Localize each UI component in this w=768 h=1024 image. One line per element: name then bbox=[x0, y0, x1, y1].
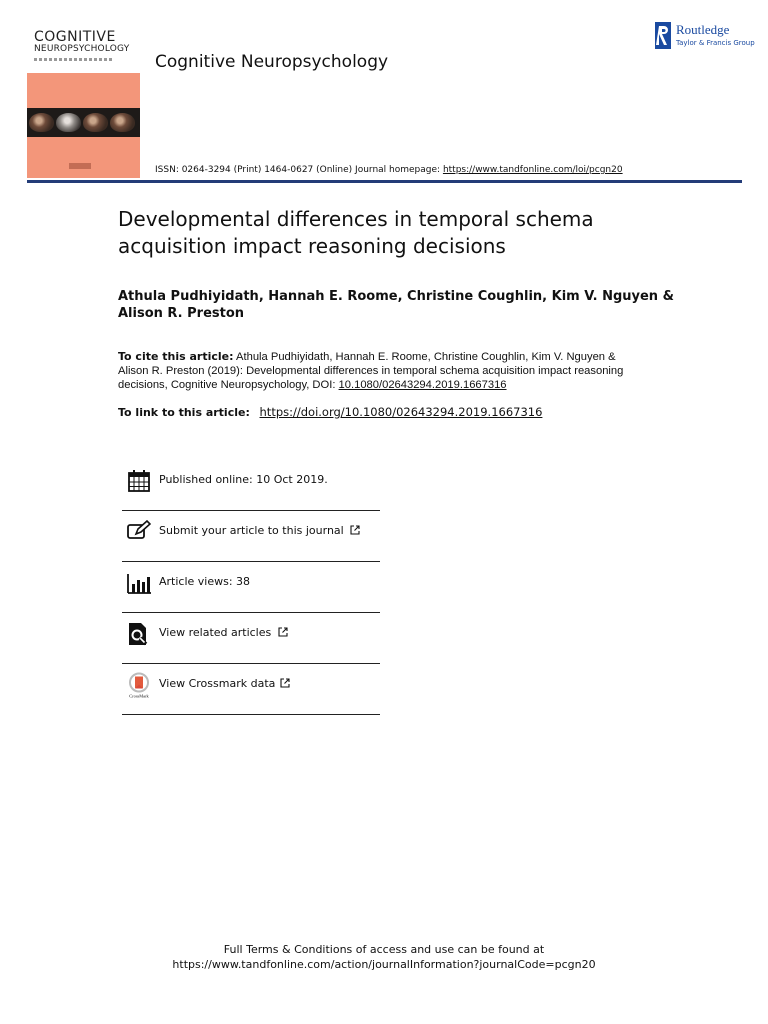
brain-image bbox=[56, 113, 81, 132]
journal-homepage-link[interactable]: https://www.tandfonline.com/loi/pcgn20 bbox=[442, 165, 623, 175]
footer-terms-link[interactable]: https://www.tandfonline.com/action/journalInformation?journalCode=pcgn20 bbox=[172, 958, 596, 971]
header-rule bbox=[27, 180, 742, 183]
article-authors: Athula Pudhiyidath, Hannah E. Roome, Christine Coughlin, Kim V. Nguyen & Alison R. Preston bbox=[118, 289, 674, 321]
article-url-link[interactable]: https://doi.org/10.1080/02643294.2019.1667316 bbox=[259, 405, 543, 419]
cover-title: COGNITIVE bbox=[34, 29, 116, 45]
cover-subtitle: NEUROPSYCHOLOGY bbox=[34, 44, 130, 54]
submit-article-text: Submit your article to this journal bbox=[159, 524, 344, 537]
published-date-text: Published online: 10 Oct 2019. bbox=[159, 473, 328, 486]
crossmark-label bbox=[159, 677, 290, 690]
calendar-icon bbox=[127, 469, 151, 493]
citation-block bbox=[118, 350, 648, 392]
external-link-icon bbox=[278, 627, 288, 637]
issn-line bbox=[155, 165, 623, 175]
routledge-logo-icon bbox=[655, 22, 671, 49]
info-item-related[interactable] bbox=[122, 613, 380, 664]
search-document-icon bbox=[127, 622, 151, 646]
publisher-tagline: Taylor & Francis Group bbox=[676, 39, 755, 47]
footer-line-1: Full Terms & Conditions of access and use can be found at bbox=[223, 943, 545, 956]
article-title: Developmental differences in temporal schema acquisition impact reasoning decisions bbox=[118, 207, 594, 258]
article-info-list bbox=[122, 460, 380, 715]
info-item-crossmark[interactable] bbox=[122, 664, 380, 715]
bar-chart-icon bbox=[127, 571, 151, 595]
info-item-submit[interactable] bbox=[122, 511, 380, 562]
related-articles-text: View related articles bbox=[159, 626, 272, 639]
cite-label: To cite this article: bbox=[118, 350, 234, 363]
cite-text: Athula Pudhiyidath, Hannah E. Roome, Christine Coughlin, Kim V. Nguyen & Alison R. Preston (2019): Developmental differences in temporal schema acquisition impact reasoning decisions, Cognitive Neuropsychology, DOI: bbox=[118, 351, 624, 391]
journal-cover-image bbox=[27, 27, 140, 178]
brain-image bbox=[110, 113, 135, 132]
brain-image bbox=[29, 113, 54, 132]
info-item-views bbox=[122, 562, 380, 613]
cover-publisher-logo bbox=[69, 163, 91, 169]
doi-link[interactable]: 10.1080/02643294.2019.1667316 bbox=[338, 379, 507, 391]
edit-icon bbox=[127, 520, 151, 544]
footer-terms bbox=[0, 942, 768, 972]
info-item-published bbox=[122, 460, 380, 511]
journal-name: Cognitive Neuropsychology bbox=[155, 52, 389, 72]
submit-article-label bbox=[159, 524, 360, 537]
crossmark-caption: CrossMark bbox=[129, 693, 149, 699]
external-link-icon bbox=[350, 525, 360, 535]
crossmark-icon bbox=[127, 672, 151, 699]
external-link-icon bbox=[280, 678, 290, 688]
link-label: To link to this article: bbox=[118, 406, 250, 419]
related-articles-label bbox=[159, 626, 288, 639]
article-link-block bbox=[118, 405, 678, 419]
cover-brain-strip bbox=[27, 108, 140, 137]
crossmark-text: View Crossmark data bbox=[159, 677, 276, 690]
cover-meta-line bbox=[34, 58, 114, 61]
issn-text: ISSN: 0264-3294 (Print) 1464-0627 (Online) Journal homepage: bbox=[155, 165, 441, 175]
brain-image bbox=[83, 113, 108, 132]
publisher-name: Routledge bbox=[676, 22, 730, 37]
article-views-text: Article views: 38 bbox=[159, 575, 251, 588]
